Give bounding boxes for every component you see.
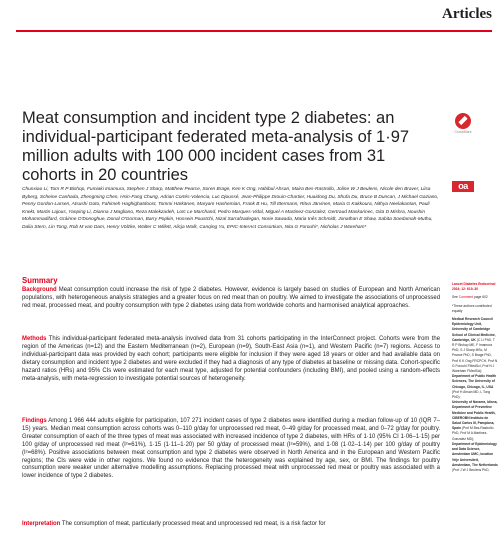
summary-heading: Summary	[22, 276, 58, 285]
journal-name: Lancet Diabetes Endocrinol	[452, 282, 496, 286]
abstract-interpretation-text: The consumption of meat, particularly processed meat and unprocessed red meat, is a risk factor for	[60, 521, 326, 527]
crossmark-badge[interactable]	[452, 113, 474, 134]
crossmark-label: CrossMark	[454, 130, 472, 134]
abstract-findings-text: Among 1 966 444 adults eligible for participation, 107 271 incident cases of type 2 diabetes were identified during a median follow-up of 10 (IQR 7–15) years. Median meat consumption across cohorts was 0–110 g/day for unprocessed red meat, 0–49 g/day for processed meat, and 0–72 g/day for poultry. Greater consumption of each of the three types of meat was associated with increased incidence of type 2 diabetes, with HRs of 1·10 (95% CI 1·06–1·15) per 100 g/day of unprocessed red meat (I²=61%), 1·15 (1·11–1·20) per 50 g/day of processed meat (I²=59%), and 1·08 (1·02–1·14) per 100 g/day of poultry (I²=68%). Positive associations between meat consumption and type 2 diabetes were observed in North America and in the European and Western Pacific regions; the CIs were wide in other regions. We found no evidence that the heterogeneity was explained by age, sex, or BMI. The findings for poultry consumption were weaker under alternative modelling assumptions. Replacing processed meat with unprocessed red meat or poultry was associated with a lower incidence of type 2 diabetes.	[22, 418, 440, 480]
abstract-background-text: Meat consumption could increase the risk of type 2 diabetes. However, evidence is largely based on studies of European and North American populations, with heterogeneous analysis strategies and a greater focus on red meat than on poultry. We aimed to investigate the associations of unprocessed red meat, processed meat, and poultry consumption with type 2 diabetes using data from worldwide cohorts and harmonised analytical approaches.	[22, 287, 440, 309]
affiliation-block	[452, 317, 498, 374]
open-access-icon: oa	[452, 181, 474, 192]
affiliation-block	[452, 400, 498, 442]
affiliation-names: (Prof M Bes-Rastrollo PhD, Prof M A Martinez-Gonzalez MD);	[452, 426, 494, 441]
header-rule	[16, 30, 492, 32]
affiliation-names: (Prof H Ahsan MD, L Tong PhD);	[452, 389, 491, 400]
abstract-interpretation	[22, 521, 440, 529]
journal-citation: 2024; 12: 619–30	[452, 287, 479, 292]
abstract-methods	[22, 336, 440, 383]
abstract-findings-lead: Findings	[22, 418, 47, 424]
abstract-interpretation-lead: Interpretation	[22, 521, 61, 527]
abstract-findings	[22, 418, 440, 481]
affiliation-names: (C Li PhD, T R P Bishop ME, F Imamura PhD, S J Sharp MSc, M Pearce PhD, S Brage PhD, Prof K K Ong FRCPCH, Prof N G Forouhi FMedSci, Prof N J Wareham FMedSci);	[452, 337, 498, 374]
abstract-background-lead: Background	[22, 287, 57, 293]
affiliation-heading: Department of Epidemiology and Data Science, Amsterdam UMC, location Vrije Universiteit, Amsterdam, The Netherlands	[452, 441, 498, 467]
affiliation-names: (Prof J W J Beulens PhD,	[452, 467, 490, 472]
affiliation-block	[452, 374, 498, 400]
comment-reference: See Comment page 602	[452, 295, 488, 300]
affiliation-heading: Medical Research Council Epidemiology Unit, University of Cambridge School of Clinical Medicine, Cambridge, UK	[452, 317, 496, 342]
sidebar	[452, 282, 498, 473]
affiliation-block	[452, 442, 498, 473]
crossmark-icon	[455, 113, 471, 129]
comment-link[interactable]: Comment	[458, 295, 474, 300]
abstract-background	[22, 287, 440, 311]
section-label: Articles	[442, 6, 492, 22]
author-list: Chunxiao Li, Tom R P Bishop, Fumiaki Imamura, Stephen J Sharp, Matthew Pearce, Soren Brage, Ken K Ong, Habibul Ahsan, Maira Bes-Rastrollo, Joline W J Beulens, Nicole den Braver, Liisa Byberg, Scheine Canhada, Zhengming Chen, Hsin-Fang Chung, Adrian Cortés-Valencia, Luc Djoussé, Jean-Philippe Drouin-Chartier, Huaidong Du, Shufa Du, Bruce B Duncan, J Michael Gaziano, Penny Gordon-Larsen, Atsushi Goto, Fahimeh Haghighatdoost, Tommi Härkänen, Maryam Hashemian, Frank B Hu, Till Ittermann, Ritva Järvinen, Maria G Kakkoura, Nithya Neelakantan, Pauli Knekt, Martin Lajous, Yanping Li, Dianna J Magliano, Reza Malekzadeh, Loïc Le Marchand, Pedro Marques-Vidal, Miguel A Martinez-Gonzalez, Gertraud Maskarinec, Gita D Mishra, Noushin Mohammadifard, Gráinne O'Donoghue, Donal O'Gorman, Barry Popkin, Hossein Poustchi, Nizal Sarrafzadegan, Norie Sawada, Maria Inês Schmidt, Jonathan E Shaw, Sabita Soedamah-Muthu, Dalia Stern, Lin Tong, Rob M van Dam, Henry Völzke, Walter C Willett, Alicja Wolk, Canqing Yu, EPIC-InterAct Consortium, Nita G Forouhi*, Nicholas J Wareham*	[22, 187, 439, 230]
article-title: Meat consumption and incident type 2 diabetes: an individual-participant federated meta-analysis of 1·97 million adults with 100 000 incident cases from 31 cohorts in 20 countries	[22, 109, 410, 185]
abstract-methods-text: This individual-participant federated meta-analysis involved data from 31 cohorts participating in the InterConnect project. Cohorts were from the region of the Americas (n=12) and the Eastern Mediterranean (n=2), European (n=9), South-East Asia (n=1), and Western Pacific (n=7) regions. Access to individual-participant data was provided by each cohort; participants were eligible for inclusion if they were aged 18 years or older and had available data on dietary consumption and incident type 2 diabetes and were excluded if they had a diagnosis of any type of diabetes at baseline or missing data. Cohort-specific hazard ratios (HRs) and 95% CIs were estimated for each meat type, adjusted for potential confounders (including BMI), and pooled using a random-effects meta-analysis, with meta-regression to investigate potential sources of heterogeneity.	[22, 336, 440, 382]
equal-contribution-note: *These authors contributed equally	[452, 303, 492, 313]
abstract-methods-lead: Methods	[22, 336, 47, 342]
affiliation-heading: University of Navarra, Idisna, Department of Preventive Medicine and Public Health, CIBEROBN Instituto de Salud Carlos III, Pamplona, Spain	[452, 400, 498, 431]
affiliation-heading: Department of Public Health Sciences, The University of Chicago, Chicago, IL, USA	[452, 374, 497, 389]
